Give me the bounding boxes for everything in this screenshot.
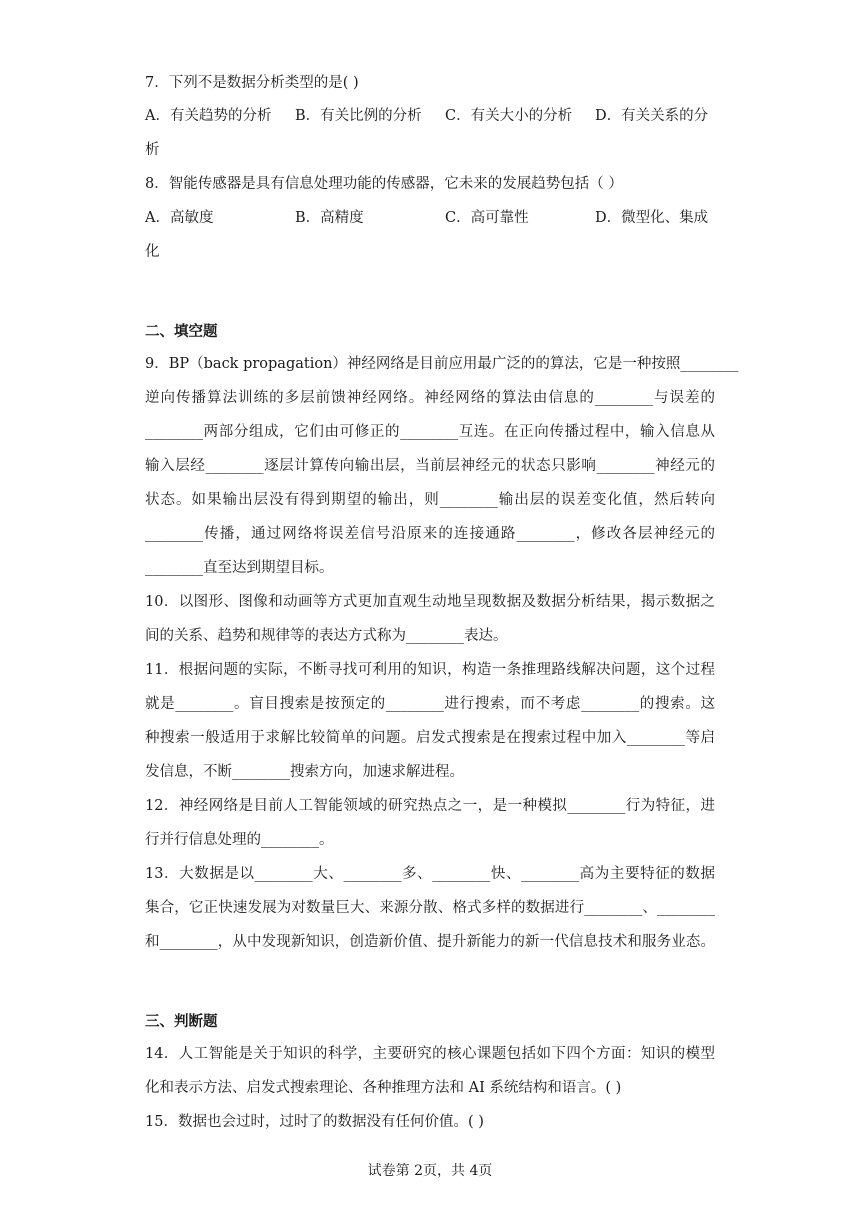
q12-line: 行并行信息处理的________。 [145, 832, 334, 848]
q10-line: 间的关系、趋势和规律等的表达方式称为________表达。 [145, 628, 508, 644]
q9-line: ________两部分组成，它们由可修正的________互连。在正向传播过程中，输入信息从 [145, 424, 715, 440]
q11-line: 11．根据问题的实际，不断寻找可利用的知识，构造一条推理路线解决问题，这个过程 [145, 662, 715, 678]
q9-line: 输入层经________逐层计算传向输出层，当前层神经元的状态只影响________神经元的 [145, 458, 715, 474]
page-footer: 试卷第 2页，共 4页 [367, 1163, 493, 1179]
q7-stem: 7．下列不是数据分析类型的是( ) [145, 75, 359, 91]
q8-option-a: A．高敏度 [145, 210, 214, 226]
q9-line: 9．BP（back propagation）神经网络是目前应用最广泛的的算法，它是一种按照________ [145, 356, 739, 372]
q13-line: 13．大数据是以________大、________多、________快、________高为主要特征的数据 [145, 866, 715, 882]
q12-line: 12．神经网络是目前人工智能领域的研究热点之一，是一种模拟________行为特征，进 [145, 798, 715, 814]
q7-option-d-wrap: 析 [145, 142, 160, 158]
q8-option-d: D．微型化、集成 [595, 210, 709, 226]
q7-option-a: A．有关趋势的分析 [145, 108, 272, 124]
q14-line: 化和表示方法、启发式搜索理论、各种推理方法和 AI 系统结构和语言。( ) [145, 1080, 622, 1096]
q13-line: 集合，它正快速发展为对数量巨大、来源分散、格式多样的数据进行________、________ [145, 900, 715, 916]
q8-option-c: C．高可靠性 [445, 210, 529, 226]
q9-line: 逆向传播算法训练的多层前馈神经网络。神经网络的算法由信息的________与误差的 [145, 390, 715, 406]
q9-line: ________传播，通过网络将误差信号沿原来的连接通路________，修改各层神经元的 [145, 526, 715, 542]
q11-line: 就是________。盲目搜索是按预定的________进行搜索，而不考虑________的搜索。这 [145, 696, 715, 712]
q15-line: 15．数据也会过时，过时了的数据没有任何价值。( ) [145, 1114, 484, 1130]
q14-line: 14．人工智能是关于知识的科学，主要研究的核心课题包括如下四个方面：知识的模型 [145, 1046, 715, 1062]
q9-line: 状态。如果输出层没有得到期望的输出，则________输出层的误差变化值，然后转向 [145, 492, 715, 508]
q8-stem: 8．智能传感器是具有信息处理功能的传感器，它未来的发展趋势包括（ ） [145, 176, 623, 192]
q9-line: ________直至达到期望目标。 [145, 560, 334, 576]
q11-line: 种搜索一般适用于求解比较简单的问题。启发式搜索是在搜索过程中加入________等启 [145, 730, 715, 746]
q8-option-b: B．高精度 [295, 210, 364, 226]
q11-line: 发信息，不断________搜索方向，加速求解进程。 [145, 764, 464, 780]
q10-line: 10．以图形、图像和动画等方式更加直观生动地呈现数据及数据分析结果，揭示数据之 [145, 594, 715, 610]
q7-option-b: B．有关比例的分析 [295, 108, 422, 124]
q7-option-c: C．有关大小的分析 [445, 108, 573, 124]
q7-option-d: D．有关关系的分 [595, 108, 709, 124]
section-fill-in-heading: 二、填空题 [145, 324, 218, 340]
section-true-false-heading: 三、判断题 [145, 1014, 218, 1030]
q8-option-d-wrap: 化 [145, 244, 160, 260]
q13-line: 和________，从中发现新知识，创造新价值、提升新能力的新一代信息技术和服务业态。 [145, 934, 715, 950]
